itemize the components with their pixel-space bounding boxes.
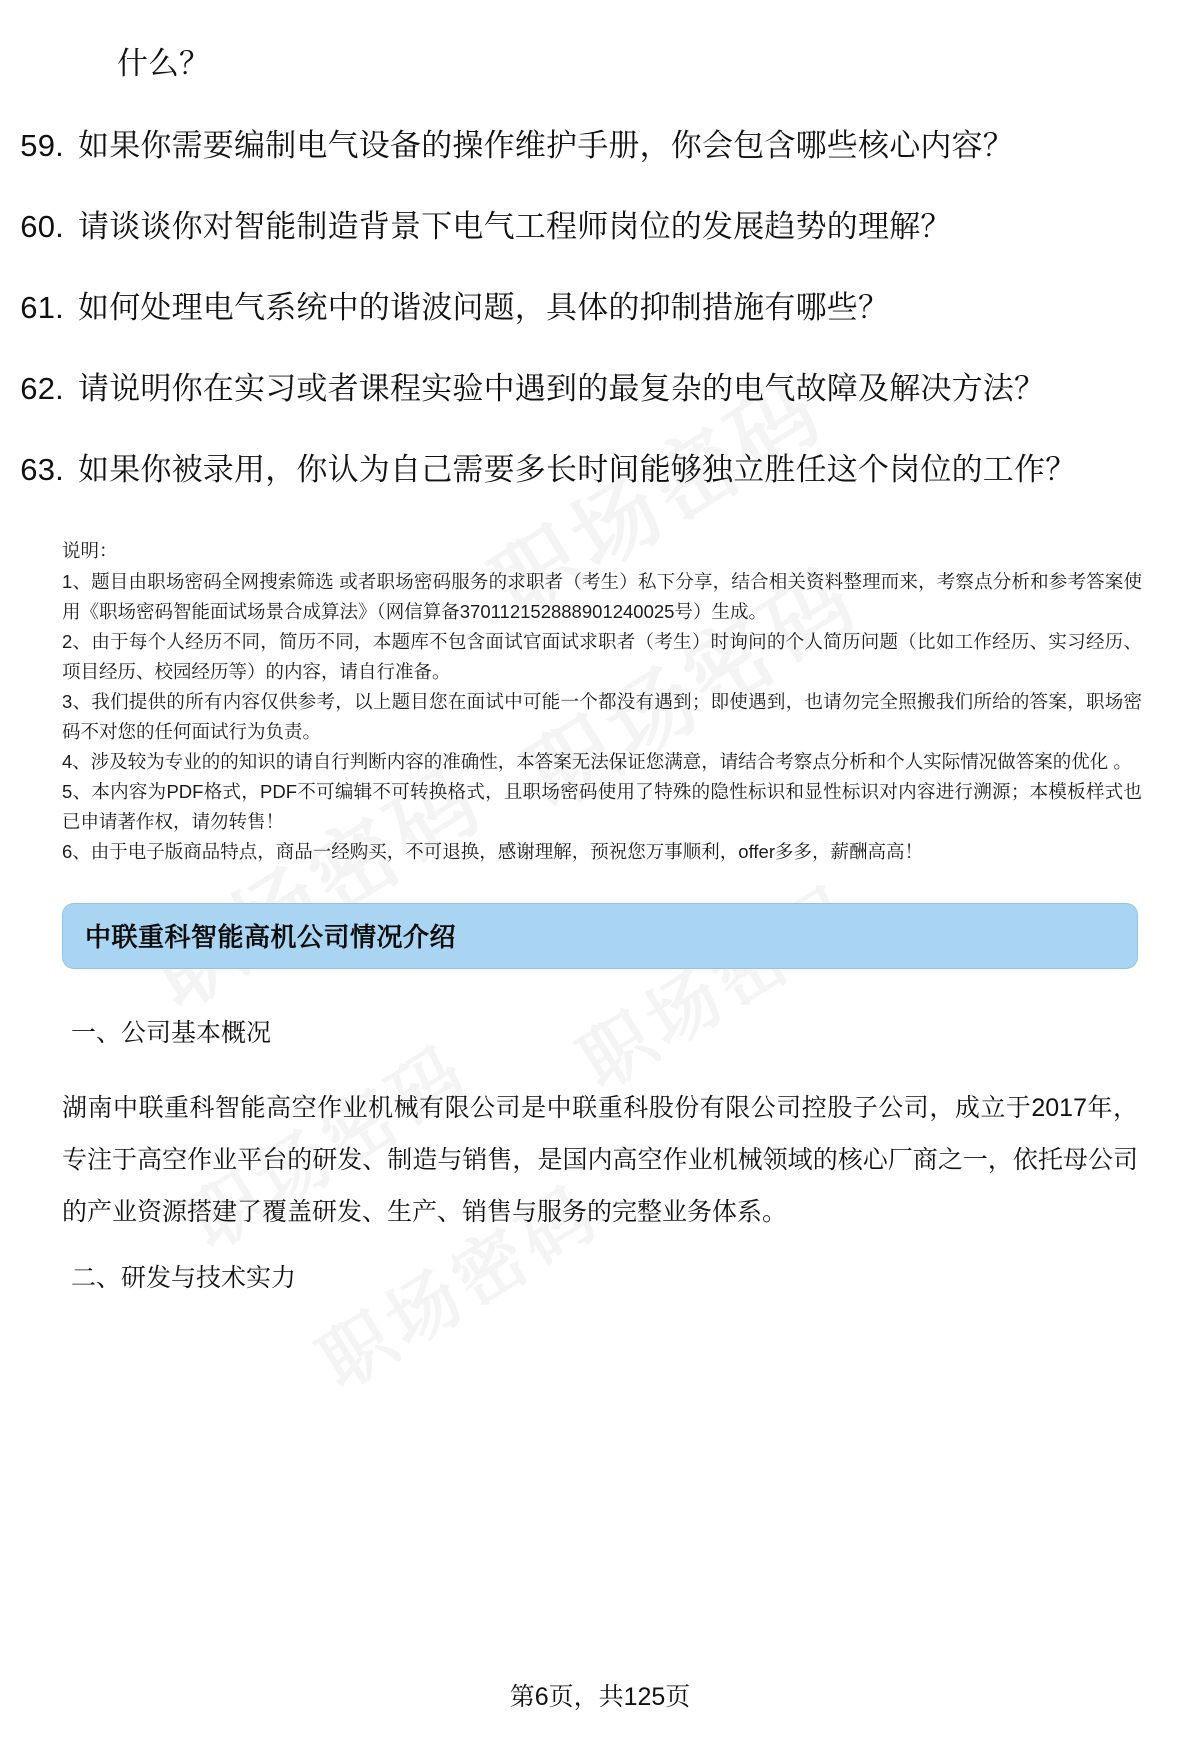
question-list [0, 124, 1200, 492]
question-number: 59. [20, 128, 64, 164]
company-section [0, 1015, 1200, 1298]
question-item [0, 367, 1200, 411]
question-text: 请说明你在实习或者课程实验中遇到的最复杂的电气故障及解决方法？ [78, 371, 1046, 407]
section-banner [62, 903, 1138, 969]
note-item: 6、由于电子版商品特点，商品一经购买，不可退换，感谢理解，预祝您万事顺利，offer多多，薪酬高高！ [62, 840, 923, 862]
question-text: 如何处理电气系统中的谐波问题，具体的抑制措施有哪些？ [78, 290, 890, 326]
company-heading-basic-overview: 一、公司基本概况 [71, 1018, 272, 1047]
question-text: 如果你被录用，你认为自己需要多长时间能够独立胜任这个岗位的工作？ [78, 452, 1077, 488]
question-number: 61. [20, 290, 64, 326]
section-banner-title: 中联重科智能高机公司情况介绍 [85, 922, 457, 953]
question-text: 如果你需要编制电气设备的操作维护手册，你会包含哪些核心内容？ [78, 128, 1014, 164]
question-number: 63. [20, 452, 64, 488]
notes-block [0, 536, 1200, 867]
note-item: 2、由于每个人经历不同，简历不同，本题库不包含面试官面试求职者（考生）时询问的个人简历问题（比如工作经历、实习经历、项目经历、校园经历等）的内容，请自行准备。 [62, 631, 1142, 682]
question-item [0, 448, 1200, 492]
note-item: 1、题目由职场密码全网搜索筛选 或者职场密码服务的求职者（考生）私下分享，结合相关资料整理而来，考察点分析和参考答案使用《职场密码智能面试场景合成算法》（网信算备370112152888901240025号）生成。 [62, 571, 1142, 623]
notes-title: 说明： [62, 540, 118, 562]
question-text: 请谈谈你对智能制造背景下电气工程师岗位的发展趋势的理解？ [78, 209, 952, 245]
question-item [0, 286, 1200, 330]
note-item: 5、本内容为PDF格式，PDF不可编辑不可转换格式，且职场密码使用了特殊的隐性标识和显性标识对内容进行溯源；本模板样式也已申请著作权，请勿转售！ [62, 780, 1142, 832]
note-item: 4、涉及较为专业的的知识的请自行判断内容的准确性，本答案无法保证您满意，请结合考察点分析和个人实际情况做答案的优化 。 [62, 750, 1132, 772]
question-number: 62. [20, 371, 64, 407]
company-heading-rnd-strength: 二、研发与技术实力 [71, 1264, 297, 1293]
page-footer: 第6页，共125页 [509, 1683, 691, 1711]
question-item [0, 124, 1200, 168]
question-number: 60. [20, 209, 64, 245]
company-paragraph-overview: 湖南中联重科智能高空作业机械有限公司是中联重科股份有限公司控股子公司，成立于2017年，专注于高空作业平台的研发、制造与销售，是国内高空作业机械领域的核心厂商之一，依托母公司的产业资源搭建了覆盖研发、生产、销售与服务的完整业务体系。 [62, 1094, 1138, 1227]
lead-text-fragment: 什么？ [117, 46, 210, 81]
note-item: 3、我们提供的所有内容仅供参考，以上题目您在面试中可能一个都没有遇到；即使遇到，也请勿完全照搬我们所给的答案，职场密码不对您的任何面试行为负责。 [62, 690, 1142, 742]
question-item [0, 205, 1200, 249]
